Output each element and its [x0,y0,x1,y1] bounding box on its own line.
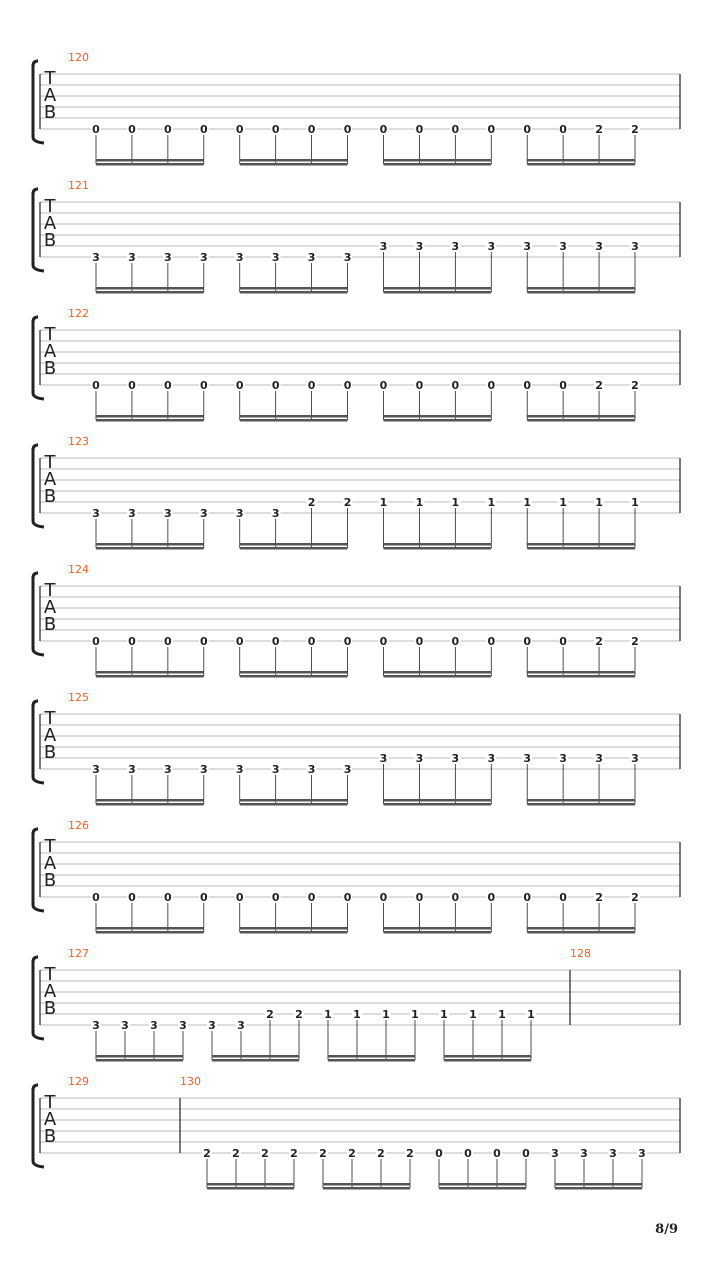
fret-number: 3 [559,752,567,765]
fret-number: 0 [199,379,208,392]
beam [328,1059,415,1062]
beam [527,799,635,802]
beam [527,671,635,674]
beam [383,543,491,546]
fret-number: 2 [319,1147,327,1160]
fret-number: 0 [92,123,100,136]
tab-clef-letter: T [44,196,56,217]
beam [96,671,204,674]
fret-number: 0 [379,379,388,392]
fret-number: 0 [271,123,280,136]
measure-number: 128 [570,947,591,960]
beam [383,287,491,290]
measure-number: 122 [68,307,89,320]
tab-clef-letter: B [43,230,57,251]
fret-number: 0 [199,635,208,648]
tab-clef-letter: T [44,68,56,89]
fret-number: 2 [348,1147,356,1160]
fret-number: 1 [415,496,424,509]
fret-number: 0 [164,379,172,392]
beam [96,419,204,422]
fret-number: 0 [487,379,496,392]
fret-number: 2 [631,379,639,392]
beam [323,1187,410,1190]
fret-number: 3 [451,240,460,253]
tab-clef-letter: A [43,853,57,874]
fret-number: 0 [92,379,100,392]
fret-number: 0 [487,123,496,136]
fret-number: 3 [379,240,388,253]
beam [527,543,635,546]
tab-clef-letter: B [43,870,57,891]
measure-number: 125 [68,691,89,704]
beam [96,799,204,802]
fret-number: 3 [271,251,280,264]
fret-number: 3 [307,763,316,776]
fret-number: 0 [559,891,567,904]
fret-number: 0 [307,891,316,904]
beam [383,671,491,674]
fret-number: 3 [638,1147,646,1160]
fret-number: 3 [199,507,208,520]
beam [383,799,491,802]
fret-number: 3 [92,507,100,520]
beam [323,1183,410,1186]
tab-clef-letter: T [44,708,56,729]
beam [240,931,348,934]
tab-clef-letter: A [43,1109,57,1130]
fret-number: 2 [377,1147,385,1160]
fret-number: 3 [199,763,208,776]
tab-clef-letter: A [43,725,57,746]
beam [555,1187,642,1190]
fret-number: 3 [208,1019,216,1032]
beam [527,287,635,290]
fret-number: 3 [199,251,208,264]
fret-number: 0 [307,123,316,136]
beam [383,927,491,930]
system-bracket [33,573,44,655]
fret-number: 1 [559,496,567,509]
tab-clef-letter: T [44,580,56,601]
system-bracket [33,317,44,399]
tab-clef-letter: T [44,324,56,345]
system-bracket [33,189,44,271]
beam [444,1059,531,1062]
beam [240,547,348,550]
fret-number: 0 [307,379,316,392]
beam [439,1183,526,1186]
fret-number: 3 [451,752,460,765]
fret-number: 0 [128,379,136,392]
fret-number: 0 [487,891,496,904]
beam [96,1059,183,1062]
fret-number: 3 [487,240,496,253]
beam [240,415,348,418]
beam [527,931,635,934]
tab-system [33,819,680,934]
beam [383,547,491,550]
fret-number: 0 [128,123,136,136]
fret-number: 3 [609,1147,617,1160]
fret-number: 0 [128,891,136,904]
measure-number: 130 [180,1075,201,1088]
fret-number: 2 [266,1008,274,1021]
fret-number: 0 [435,1147,443,1160]
fret-number: 0 [522,1147,530,1160]
fret-number: 3 [121,1019,129,1032]
fret-number: 3 [307,251,316,264]
fret-number: 0 [493,1147,501,1160]
fret-number: 2 [595,123,603,136]
page-number: 8/9 [655,1222,678,1237]
fret-number: 0 [415,635,424,648]
fret-number: 0 [164,123,172,136]
fret-number: 3 [128,763,136,776]
beam [527,927,635,930]
tab-clef-letter: B [43,358,57,379]
measure-number: 127 [68,947,89,960]
fret-number: 3 [559,240,567,253]
system-bracket [33,61,44,143]
fret-number: 0 [199,123,208,136]
fret-number: 1 [487,496,496,509]
tab-clef-letter: T [44,964,56,985]
fret-number: 0 [451,379,460,392]
fret-number: 2 [295,1008,303,1021]
beam [527,803,635,806]
fret-number: 3 [150,1019,158,1032]
beam [527,675,635,678]
beam [207,1187,294,1190]
beam [96,803,204,806]
tab-clef-letter: T [44,836,56,857]
tab-clef-letter: B [43,742,57,763]
fret-number: 1 [498,1008,506,1021]
fret-number: 3 [235,507,244,520]
fret-number: 2 [631,123,639,136]
fret-number: 0 [559,123,567,136]
beam [207,1183,294,1186]
fret-number: 0 [523,379,532,392]
fret-number: 3 [164,763,172,776]
fret-number: 3 [92,1019,100,1032]
tab-clef-letter: A [43,597,57,618]
beam [240,419,348,422]
fret-number: 1 [353,1008,361,1021]
fret-number: 2 [631,891,639,904]
fret-number: 2 [290,1147,298,1160]
fret-number: 0 [451,123,460,136]
fret-number: 0 [523,123,532,136]
beam [527,163,635,166]
fret-number: 0 [164,635,172,648]
fret-number: 2 [595,635,603,648]
fret-number: 1 [527,1008,535,1021]
fret-number: 1 [382,1008,390,1021]
tab-clef-letter: A [43,341,57,362]
beam [527,415,635,418]
beam [240,927,348,930]
tab-system [33,947,680,1062]
fret-number: 0 [343,123,352,136]
beam [527,419,635,422]
fret-number: 0 [451,635,460,648]
fret-number: 0 [343,379,352,392]
beam [527,291,635,294]
fret-number: 0 [559,379,567,392]
beam [439,1187,526,1190]
beam [383,419,491,422]
fret-number: 0 [559,635,567,648]
fret-number: 0 [464,1147,472,1160]
beam [240,803,348,806]
fret-number: 3 [415,240,424,253]
tab-system [33,691,680,806]
beam [96,931,204,934]
beam [96,415,204,418]
fret-number: 1 [379,496,388,509]
system-bracket [33,445,44,527]
tab-system [33,307,680,422]
fret-number: 0 [415,891,424,904]
beam [212,1059,299,1062]
fret-number: 0 [92,635,100,648]
fret-number: 2 [261,1147,269,1160]
fret-number: 0 [199,891,208,904]
fret-number: 3 [415,752,424,765]
fret-number: 3 [631,240,639,253]
beam [96,543,204,546]
fret-number: 0 [487,635,496,648]
fret-number: 3 [379,752,388,765]
fret-number: 0 [415,379,424,392]
fret-number: 3 [128,507,136,520]
beam [96,1055,183,1058]
fret-number: 2 [595,379,603,392]
fret-number: 1 [469,1008,477,1021]
beam [444,1055,531,1058]
tab-clef-letter: A [43,981,57,1002]
system-bracket [33,957,44,1039]
fret-number: 1 [523,496,532,509]
fret-number: 3 [179,1019,187,1032]
fret-number: 2 [595,891,603,904]
system-bracket [33,1085,44,1167]
beam [212,1055,299,1058]
fret-number: 0 [343,635,352,648]
tab-clef-letter: B [43,102,57,123]
tab-clef-letter: B [43,614,57,635]
tab-system [33,563,680,678]
beam [527,547,635,550]
tab-clef-letter: B [43,998,57,1019]
fret-number: 2 [631,635,639,648]
beam [240,291,348,294]
fret-number: 0 [164,891,172,904]
tab-clef-letter: T [44,452,56,473]
fret-number: 0 [128,635,136,648]
fret-number: 0 [235,123,244,136]
fret-number: 3 [164,507,172,520]
fret-number: 2 [232,1147,240,1160]
fret-number: 0 [235,891,244,904]
tab-system [33,179,680,294]
beam [96,547,204,550]
fret-number: 3 [523,752,532,765]
fret-number: 3 [271,507,280,520]
beam [240,163,348,166]
fret-number: 3 [235,251,244,264]
fret-number: 0 [271,891,280,904]
beam [240,671,348,674]
fret-number: 0 [523,891,532,904]
fret-number: 3 [487,752,496,765]
tab-clef-letter: A [43,213,57,234]
fret-number: 3 [551,1147,559,1160]
measure-number: 126 [68,819,89,832]
fret-number: 0 [343,891,352,904]
fret-number: 0 [271,635,280,648]
fret-number: 3 [271,763,280,776]
fret-number: 1 [411,1008,419,1021]
fret-number: 0 [415,123,424,136]
fret-number: 3 [235,763,244,776]
beam [383,159,491,162]
fret-number: 3 [164,251,172,264]
beam [328,1055,415,1058]
fret-number: 3 [595,240,603,253]
fret-number: 3 [631,752,639,765]
tab-system [33,51,680,166]
tab-clef-letter: A [43,85,57,106]
beam [96,163,204,166]
measure-number: 129 [68,1075,89,1088]
system-bracket [33,829,44,911]
fret-number: 1 [451,496,460,509]
fret-number: 0 [271,379,280,392]
tab-clef-letter: B [43,1126,57,1147]
tab-clef-letter: A [43,469,57,490]
beam [240,675,348,678]
measure-number: 123 [68,435,89,448]
fret-number: 0 [379,891,388,904]
fret-number: 3 [595,752,603,765]
beam [96,287,204,290]
beam [96,675,204,678]
fret-number: 1 [595,496,603,509]
fret-number: 3 [237,1019,245,1032]
beam [240,799,348,802]
tab-clef-letter: T [44,1092,56,1113]
beam [240,287,348,290]
beam [240,159,348,162]
fret-number: 1 [631,496,639,509]
beam [555,1183,642,1186]
fret-number: 3 [343,251,352,264]
fret-number: 3 [523,240,532,253]
fret-number: 3 [580,1147,588,1160]
beam [527,159,635,162]
beam [383,803,491,806]
beam [383,163,491,166]
fret-number: 2 [343,496,352,509]
fret-number: 0 [379,635,388,648]
fret-number: 2 [406,1147,414,1160]
fret-number: 0 [451,891,460,904]
beam [383,931,491,934]
fret-number: 0 [307,635,316,648]
tab-clef-letter: B [43,486,57,507]
beam [240,543,348,546]
fret-number: 0 [235,635,244,648]
fret-number: 2 [203,1147,211,1160]
tab-system [33,1075,680,1190]
tab-system [33,435,680,550]
fret-number: 2 [307,496,316,509]
fret-number: 0 [379,123,388,136]
fret-number: 0 [235,379,244,392]
beam [383,291,491,294]
measure-number: 120 [68,51,89,64]
fret-number: 3 [92,251,100,264]
fret-number: 1 [440,1008,448,1021]
fret-number: 3 [343,763,352,776]
fret-number: 0 [523,635,532,648]
fret-number: 1 [324,1008,332,1021]
beam [96,927,204,930]
beam [383,415,491,418]
beam [96,291,204,294]
beam [383,675,491,678]
measure-number: 124 [68,563,89,576]
fret-number: 3 [92,763,100,776]
system-bracket [33,701,44,783]
beam [96,159,204,162]
measure-number: 121 [68,179,89,192]
fret-number: 3 [128,251,136,264]
fret-number: 0 [92,891,100,904]
